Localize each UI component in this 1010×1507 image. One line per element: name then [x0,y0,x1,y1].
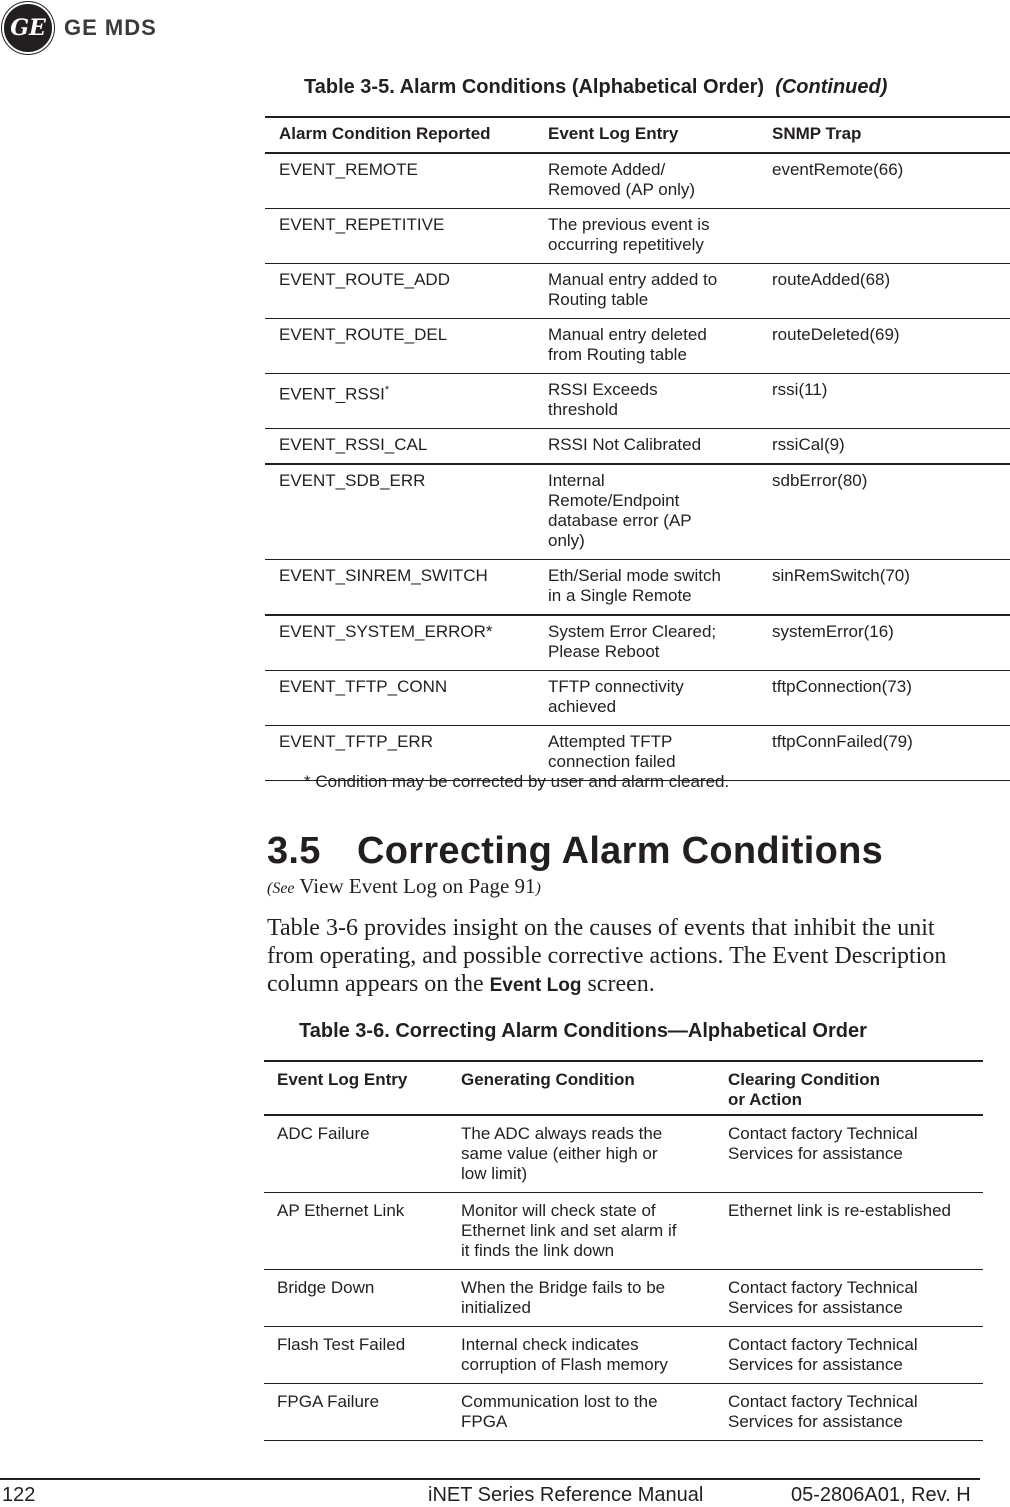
column-header: Event Log Entry [534,117,758,153]
table-3-5-caption-text: Table 3-5. Alarm Conditions (Alphabetical Order) [304,76,765,98]
table-cell: Contact factory Technical Services for assistance [715,1270,983,1327]
table-cell: EVENT_REPETITIVE [265,209,534,264]
see-suffix: ) [535,880,541,897]
table-cell: sdbError(80) [758,464,1010,560]
table-cell: EVENT_ROUTE_ADD [265,264,534,319]
table-row [265,209,1010,264]
table-row [265,615,1010,671]
table-row [264,1270,983,1327]
table-cell: Manual entry deleted from Routing table [534,319,758,374]
table-row [264,1193,983,1270]
table-3-6-caption: Table 3-6. Correcting Alarm Conditions—Alphabetical Order [299,1020,867,1042]
section-heading [267,830,883,873]
paragraph-text: Table 3-6 provides insight on the causes of events that inhibit the unit from operating, and possible corrective actions. The Event Description column appears on the [267,915,947,997]
table-row [265,374,1010,429]
table-cell: Remote Added/ Removed (AP only) [534,153,758,209]
table-cell: routeAdded(68) [758,264,1010,319]
table-cell: tftpConnection(73) [758,671,1010,726]
page-number: 122 [2,1484,36,1506]
table-cell: RSSI Not Calibrated [534,429,758,465]
table-cell: When the Bridge fails to be initialized [448,1270,715,1327]
footnote-marker: * [384,384,390,396]
table-footnote: * Condition may be corrected by user and alarm cleared. [304,772,730,791]
table-cell: The ADC always reads the same value (either high or low limit) [448,1115,715,1193]
see-prefix: (See [267,880,295,897]
table-cell: EVENT_TFTP_ERR [265,726,534,781]
column-header: Generating Condition [448,1061,715,1115]
table-cell-text: EVENT_RSSI [279,384,385,404]
section-title: Correcting Alarm Conditions [357,830,884,872]
table-cell: Contact factory Technical Services for assistance [715,1115,983,1193]
table-header-row [264,1061,983,1115]
table-cell: Bridge Down [264,1270,448,1327]
table-cell [265,374,534,429]
table-cell: ADC Failure [264,1115,448,1193]
table-cell: FPGA Failure [264,1384,448,1441]
table-cell: EVENT_SDB_ERR [265,464,534,560]
correcting-alarm-table [264,1060,983,1441]
table-row [264,1384,983,1441]
table-cell: Manual entry added to Routing table [534,264,758,319]
manual-title: iNET Series Reference Manual [428,1484,704,1506]
column-header: Event Log Entry [264,1061,448,1115]
brand-name: GE MDS [64,15,157,40]
table-cell: EVENT_RSSI_CAL [265,429,534,465]
table-cell: Monitor will check state of Ethernet link and set alarm if it finds the link down [448,1193,715,1270]
table-row [265,464,1010,560]
table-cell: EVENT_ROUTE_DEL [265,319,534,374]
cross-reference [267,874,541,899]
alarm-conditions-table [265,116,1010,781]
table-cell: Attempted TFTP connection failed [534,726,758,781]
section-paragraph [267,914,987,1000]
column-header: Clearing Condition or Action [715,1061,983,1115]
table-cell: System Error Cleared; Please Reboot [534,615,758,671]
footer-rule [0,1478,980,1480]
table-cell: Contact factory Technical Services for assistance [715,1384,983,1441]
table-cell: Ethernet link is re-established [715,1193,983,1270]
table-cell: The previous event is occurring repetitively [534,209,758,264]
table-3-5-caption [304,76,887,99]
table-cell: TFTP connectivity achieved [534,671,758,726]
table-cell: rssiCal(9) [758,429,1010,465]
table-cell: routeDeleted(69) [758,319,1010,374]
table-row [265,671,1010,726]
ge-monogram-logo-icon: GE [2,2,54,54]
column-header: SNMP Trap [758,117,1010,153]
table-cell: eventRemote(66) [758,153,1010,209]
table-row [264,1115,983,1193]
table-cell: systemError(16) [758,615,1010,671]
table-cell: sinRemSwitch(70) [758,560,1010,616]
table-header-row [265,117,1010,153]
table-cell: Flash Test Failed [264,1327,448,1384]
table-cell: AP Ethernet Link [264,1193,448,1270]
table-cell: Eth/Serial mode switch in a Single Remote [534,560,758,616]
document-id: 05-2806A01, Rev. H [791,1484,971,1506]
paragraph-text-end: screen. [581,971,655,997]
header-logo [0,0,157,56]
table-cell [758,209,1010,264]
table-cell: rssi(11) [758,374,1010,429]
table-3-5-caption-suffix: (Continued) [775,76,888,98]
table-row [265,319,1010,374]
table-row [265,264,1010,319]
table-cell: EVENT_SINREM_SWITCH [265,560,534,616]
section-number: 3.5 [267,830,321,872]
table-cell: Contact factory Technical Services for assistance [715,1327,983,1384]
table-row [264,1327,983,1384]
table-cell: Internal check indicates corruption of Flash memory [448,1327,715,1384]
table-cell: Communication lost to the FPGA [448,1384,715,1441]
table-cell: EVENT_SYSTEM_ERROR* [265,615,534,671]
table-cell: tftpConnFailed(79) [758,726,1010,781]
table-cell: EVENT_TFTP_CONN [265,671,534,726]
ui-term-event-log: Event Log [489,975,582,996]
table-cell: EVENT_REMOTE [265,153,534,209]
column-header: Alarm Condition Reported [265,117,534,153]
table-row [265,153,1010,209]
see-reference-link[interactable]: View Event Log on Page 91 [299,874,536,898]
table-row [265,560,1010,616]
table-cell: Internal Remote/Endpoint database error (AP only) [534,464,758,560]
table-cell: RSSI Exceeds threshold [534,374,758,429]
table-row [265,429,1010,465]
